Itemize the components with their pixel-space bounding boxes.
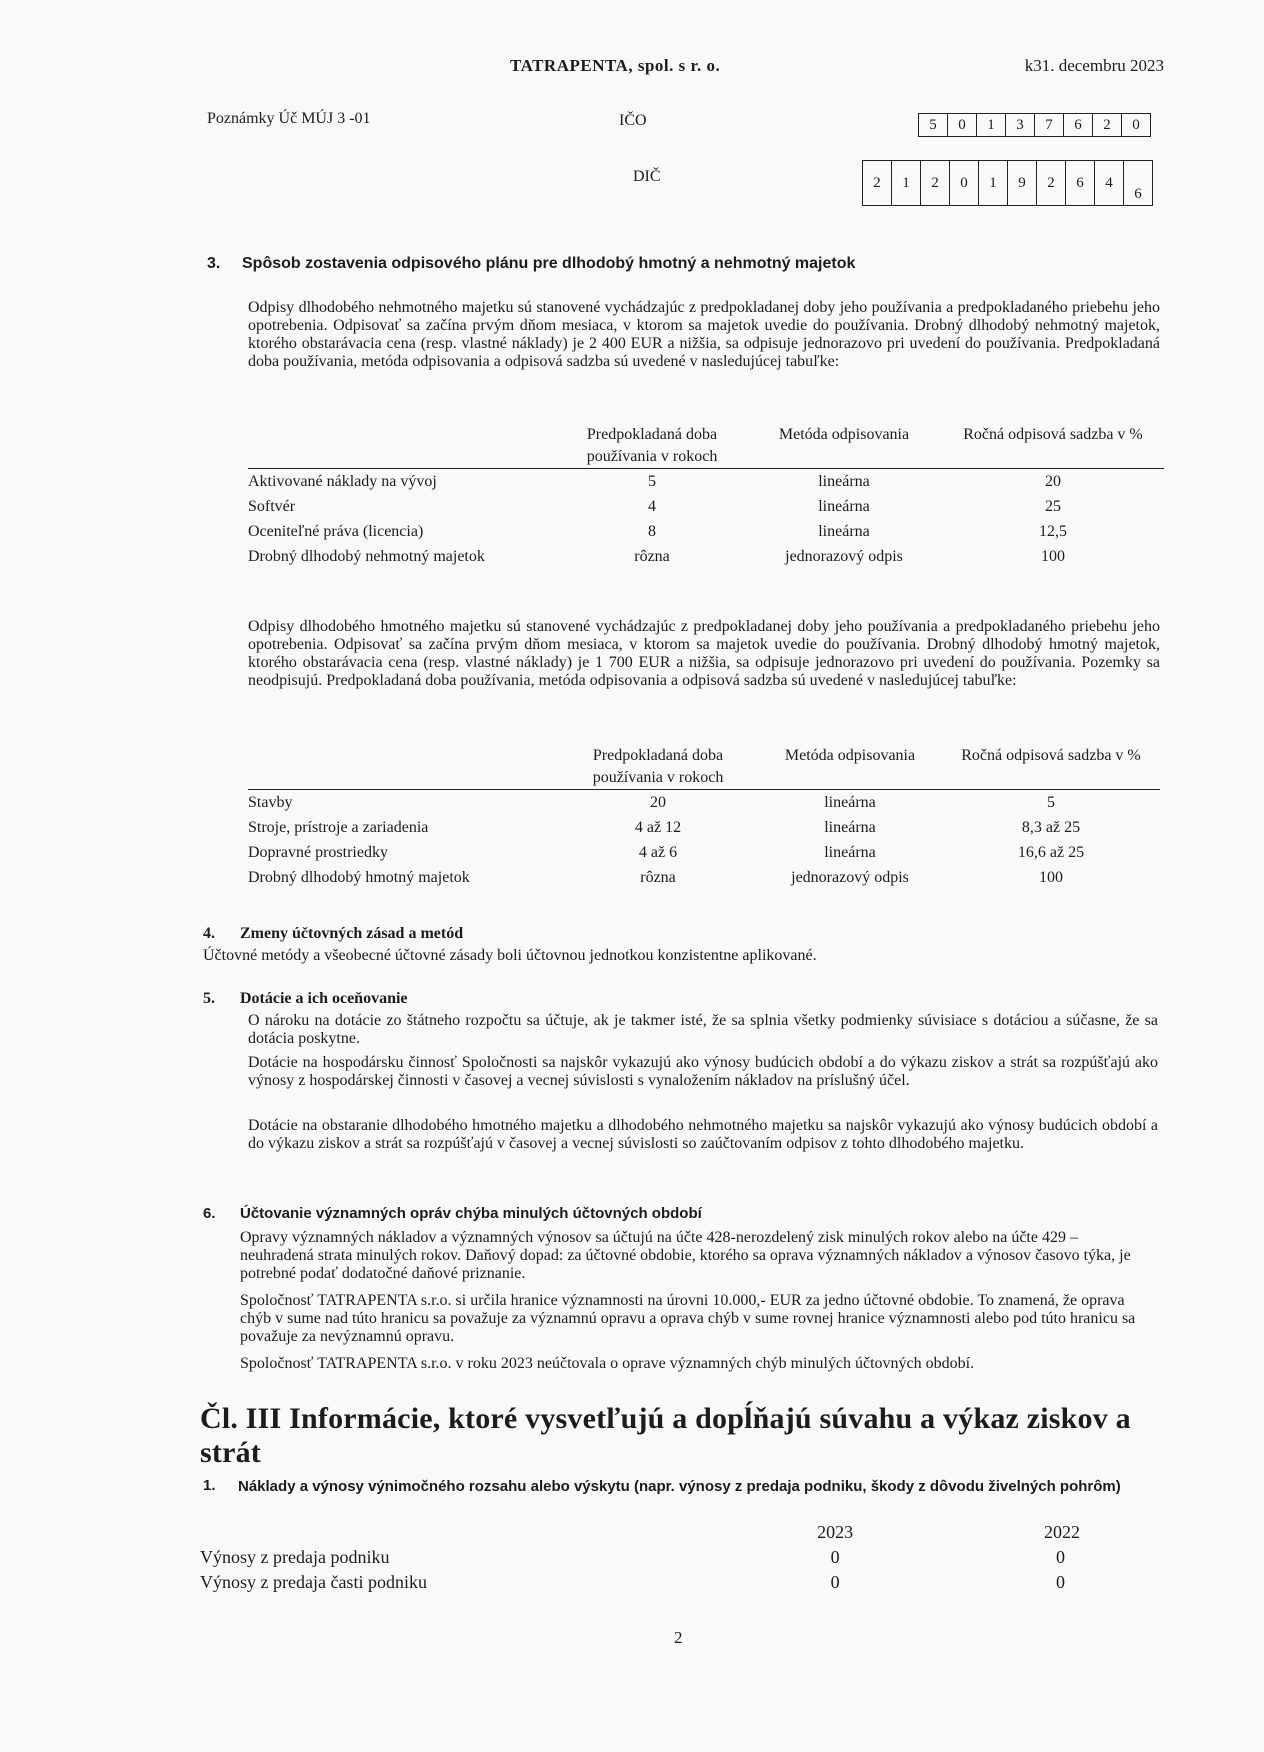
ico-box bbox=[918, 113, 1151, 137]
section5-number: 5. bbox=[203, 990, 215, 1007]
value-2023: 0 bbox=[830, 1547, 840, 1567]
table-row bbox=[248, 840, 1160, 865]
section3-tangible-text: Odpisy dlhodobého hmotného majetku sú stanovené vychádzajúc z predpokladanej doby jeho používania a predpokladaného priebehu jeho opotrebenia. Odpisovať sa začína prvým dňom mesiaca, v ktorom sa majetok uvedie do používania. Drobný dlhodobý hmotný majetok, ktorého obstarávacia cena (resp. vlastné náklady) je 1 700 EUR a nižšia, sa odpisuje jednorazovo pri uvedení do používania. Pozemky sa neodpisujú. Predpokladaná doba používania, metóda odpisovania a odpisová sadzba sú uvedené v nasledujúcej tabuľke: bbox=[248, 618, 1160, 689]
asset-method: lineárna bbox=[824, 794, 876, 811]
section6-paragraph-1: Opravy významných nákladov a významných výnosov sa účtujú na účte 428-nerozdelený zisk minulých rokov alebo na účte 429 – neuhradená strata minulých rokov. Daňový dopad: za účtovné obdobie, ktorého sa oprava významných nákladov a výnosov časovo týka, je potrebné podať dodatočné daňové priznanie. bbox=[240, 1229, 1131, 1282]
chapter3-item1-title: Náklady a výnosy výnimočného rozsahu alebo výskytu (napr. výnosy z predaja podniku, škody z dôvodu živelných pohrôm) bbox=[238, 1478, 1121, 1495]
asset-name: Drobný dlhodobý hmotný majetok bbox=[248, 869, 470, 886]
asset-period: 4 bbox=[648, 498, 656, 515]
section4-text: Účtovné metódy a všeobecné účtovné zásady boli účtovnou jednotkou konzistentne aplikované. bbox=[203, 947, 817, 964]
page-number: 2 bbox=[674, 1628, 683, 1647]
table-header-method: Metóda odpisovania bbox=[746, 424, 942, 469]
asset-period: 5 bbox=[648, 473, 656, 490]
asset-period: rôzna bbox=[640, 869, 676, 886]
intangible-assets-table bbox=[248, 424, 1164, 569]
asset-method: jednorazový odpis bbox=[785, 548, 903, 565]
table-row bbox=[248, 865, 1160, 890]
asset-name: Stavby bbox=[248, 794, 293, 811]
asset-name: Aktivované náklady na vývoj bbox=[248, 473, 437, 490]
asset-method: lineárna bbox=[818, 498, 870, 515]
table-header-period: Predpokladaná doba používania v rokoch bbox=[558, 745, 758, 790]
asset-method: lineárna bbox=[818, 523, 870, 540]
table-row bbox=[200, 1570, 1100, 1595]
table-header-empty bbox=[200, 1520, 766, 1545]
asset-name: Drobný dlhodobý nehmotný majetok bbox=[248, 548, 485, 565]
dic-digit: 6 bbox=[1134, 186, 1142, 202]
table-row bbox=[248, 469, 1164, 495]
chapter3-title: Čl. III Informácie, ktoré vysvetľujú a dopĺňajú súvahu a výkaz ziskov a strát bbox=[200, 1402, 1131, 1469]
table-header-empty bbox=[248, 745, 558, 790]
dic-digit: 0 bbox=[950, 161, 979, 205]
dic-digit: 9 bbox=[1008, 161, 1037, 205]
asset-name: Oceniteľné práva (licencia) bbox=[248, 523, 424, 540]
table-row bbox=[248, 544, 1164, 569]
asset-rate: 16,6 až 25 bbox=[1017, 844, 1085, 861]
dic-digit: 1 bbox=[892, 161, 921, 205]
year-2022-header: 2022 bbox=[1044, 1522, 1080, 1542]
asset-rate: 25 bbox=[1045, 498, 1061, 515]
tangible-assets-table bbox=[248, 745, 1160, 890]
dic-label: DIČ bbox=[633, 168, 661, 185]
section4-title: Zmeny účtovných zásad a metód bbox=[240, 925, 464, 942]
table-row bbox=[248, 815, 1160, 840]
table-row bbox=[248, 519, 1164, 544]
ico-digit: 3 bbox=[1006, 114, 1035, 136]
asset-rate: 8,3 až 25 bbox=[1021, 819, 1081, 836]
section5-paragraph-2: Dotácie na hospodársku činnosť Spoločnosti sa najskôr vykazujú ako výnosy budúcich období a do výkazu ziskov a strát sa rozpúšťajú ako výnosy z hospodárskej činnosti v časovej a vecnej súvislosti s vynaložením nákladov na príslušný účel. bbox=[248, 1054, 1158, 1089]
section4-number: 4. bbox=[203, 925, 215, 942]
dic-box bbox=[862, 160, 1153, 206]
asset-method: lineárna bbox=[824, 844, 876, 861]
asset-period: 4 až 6 bbox=[638, 844, 678, 861]
section3-intangible-text: Odpisy dlhodobého nehmotného majetku sú stanovené vychádzajúc z predpokladanej doby jeho používania a predpokladaného priebehu jeho opotrebenia. Odpisovať sa začína prvým dňom mesiaca, v ktorom sa majetok uvedie do používania. Drobný dlhodobý nehmotný majetok, ktorého obstarávacia cena (resp. vlastné náklady) je 2 400 EUR a nižšia, sa odpisuje jednorazovo pri uvedení do používania. Predpokladaná doba používania, metóda odpisovania a odpisová sadzba sú uvedené v nasledujúcej tabuľke: bbox=[248, 299, 1160, 370]
asset-rate: 100 bbox=[1041, 548, 1065, 565]
asset-period: 20 bbox=[650, 794, 666, 811]
dic-digit: 2 bbox=[863, 161, 892, 205]
asset-name: Dopravné prostriedky bbox=[248, 844, 388, 861]
section5-paragraph-3: Dotácie na obstaranie dlhodobého hmotného majetku a dlhodobého nehmotného majetku sa najskôr vykazujú ako výnosy budúcich období a do výkazu ziskov a strát sa rozpúšťajú v časovej a vecnej súvislosti so zaúčtovaním odpisov z tohto dlhodobého majetku. bbox=[248, 1117, 1158, 1152]
table-row bbox=[248, 790, 1160, 816]
ico-digit: 0 bbox=[948, 114, 977, 136]
asset-period: 4 až 12 bbox=[634, 819, 682, 836]
report-date: k31. decembru 2023 bbox=[1024, 56, 1164, 75]
company-name: TATRAPENTA, spol. s r. o. bbox=[510, 56, 721, 75]
table-header-rate: Ročná odpisová sadzba v % bbox=[942, 424, 1164, 469]
value-2023: 0 bbox=[830, 1572, 840, 1592]
dic-digit: 2 bbox=[921, 161, 950, 205]
dic-digit: 1 bbox=[979, 161, 1008, 205]
ico-digit: 7 bbox=[1035, 114, 1064, 136]
dic-digit: 6 bbox=[1066, 161, 1095, 205]
asset-name: Stroje, prístroje a zariadenia bbox=[248, 819, 429, 836]
table-row bbox=[248, 494, 1164, 519]
section5-paragraph-1: O nároku na dotácie zo štátneho rozpočtu sa účtuje, ak je takmer isté, že sa splnia všetky podmienky súvisiace s dotáciou a súčasne, že sa dotácia poskytne. bbox=[248, 1012, 1158, 1047]
value-2022: 0 bbox=[1056, 1547, 1065, 1567]
ico-digit: 0 bbox=[1132, 117, 1140, 133]
asset-rate: 100 bbox=[1039, 869, 1063, 886]
asset-method: jednorazový odpis bbox=[791, 869, 909, 886]
ico-digit: 6 bbox=[1064, 114, 1093, 136]
table-header-empty bbox=[248, 424, 558, 469]
section3-title: Spôsob zostavenia odpisového plánu pre dlhodobý hmotný a nehmotný majetok bbox=[242, 255, 856, 272]
section6-paragraph-3: Spoločnosť TATRAPENTA s.r.o. v roku 2023 neúčtovala o oprave významných chýb minulých účtovných období. bbox=[240, 1355, 975, 1372]
year-2023-header: 2023 bbox=[817, 1522, 854, 1542]
dic-digit: 4 bbox=[1095, 161, 1124, 205]
ico-digit: 5 bbox=[919, 114, 948, 136]
asset-name: Softvér bbox=[248, 498, 296, 515]
asset-rate: 20 bbox=[1045, 473, 1061, 490]
value-2022: 0 bbox=[1056, 1572, 1065, 1592]
section6-number: 6. bbox=[203, 1205, 216, 1222]
ico-label: IČO bbox=[619, 112, 647, 129]
section6-title: Účtovanie významných opráv chýba minulých účtovných období bbox=[240, 1205, 702, 1222]
ico-digit: 1 bbox=[977, 114, 1006, 136]
table-header-period: Predpokladaná doba používania v rokoch bbox=[558, 424, 746, 469]
asset-rate: 12,5 bbox=[1039, 523, 1067, 540]
extraordinary-items-table bbox=[200, 1520, 1100, 1595]
table-header-method: Metóda odpisovania bbox=[758, 745, 942, 790]
dic-digit: 2 bbox=[1037, 161, 1066, 205]
ico-digit: 2 bbox=[1093, 114, 1122, 136]
asset-rate: 5 bbox=[1047, 794, 1055, 811]
chapter3-item1-number: 1. bbox=[203, 1477, 216, 1494]
notes-label: Poznámky Úč MÚJ 3 -01 bbox=[207, 110, 371, 127]
asset-period: rôzna bbox=[634, 548, 670, 565]
table-header-rate: Ročná odpisová sadzba v % bbox=[942, 745, 1160, 790]
row-label: Výnosy z predaja časti podniku bbox=[200, 1572, 427, 1592]
section3-number: 3. bbox=[207, 255, 221, 272]
asset-method: lineárna bbox=[818, 473, 870, 490]
row-label: Výnosy z predaja podniku bbox=[200, 1547, 390, 1567]
section6-paragraph-2: Spoločnosť TATRAPENTA s.r.o. si určila hranice významnosti na úrovni 10.000,- EUR za jedno účtovné obdobie. To znamená, že oprava chýb v sume nad túto hranicu sa považuje za významnú opravu a oprava chýb v sume rovnej hranice významnosti alebo pod túto hranicu sa považuje za nevýznamnú opravu. bbox=[240, 1292, 1136, 1345]
table-row bbox=[200, 1545, 1100, 1570]
asset-period: 8 bbox=[648, 523, 656, 540]
asset-method: lineárna bbox=[824, 819, 876, 836]
section5-title: Dotácie a ich oceňovanie bbox=[240, 990, 408, 1007]
